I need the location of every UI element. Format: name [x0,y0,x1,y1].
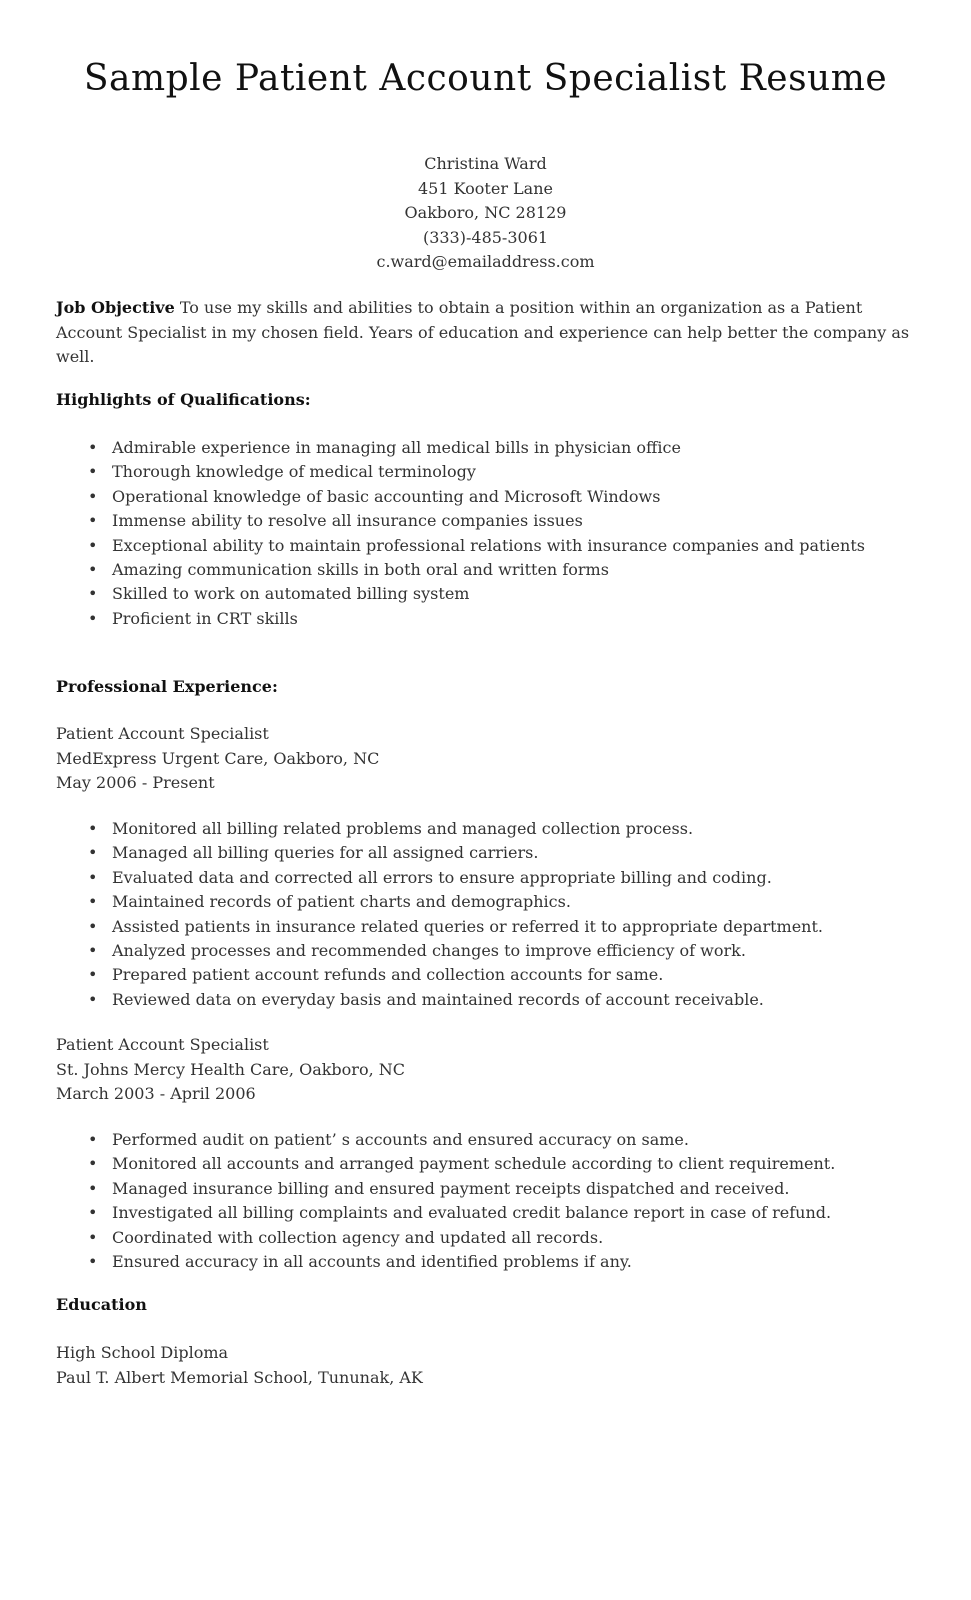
job-company: MedExpress Urgent Care, Oakboro, NC [56,748,380,768]
list-item: • Immense ability to resolve all insurance companies issues [56,509,916,533]
job-company: St. Johns Mercy Health Care, Oakboro, NC [56,1059,405,1079]
list-item: • Coordinated with collection agency and updated all records. [56,1226,916,1250]
education-block [56,1341,423,1390]
bullet-icon: • [88,1154,98,1174]
job-dates: March 2003 - April 2006 [56,1084,256,1104]
job-2-duties [56,1128,916,1274]
list-item: • Thorough knowledge of medical terminology [56,460,916,484]
list-item: • Amazing communication skills in both oral and written forms [56,558,916,582]
job-title: Patient Account Specialist [56,724,269,743]
bullet-icon: • [88,486,98,506]
job-dates: May 2006 - Present [56,773,215,793]
list-item: • Exceptional ability to maintain professional relations with insurance companies and patients [56,534,916,558]
education-school: Paul T. Albert Memorial School, Tununak, AK [56,1367,423,1387]
education-degree: High School Diploma [56,1343,229,1362]
list-item: • Evaluated data and corrected all errors to ensure appropriate billing and coding. [56,866,916,890]
bullet-icon: • [88,867,98,887]
bullet-icon: • [88,1130,98,1149]
contact-name: Christina Ward [424,154,547,173]
bullet-icon: • [88,892,98,912]
list-item: • Operational knowledge of basic accounting and Microsoft Windows [56,485,916,509]
list-item: • Analyzed processes and recommended changes to improve efficiency of work. [56,939,916,963]
job-title: Patient Account Specialist [56,1035,269,1054]
bullet-icon: • [88,1252,98,1272]
job-objective [56,296,916,370]
bullet-icon: • [88,560,98,580]
bullet-icon: • [88,1203,98,1223]
contact-phone: (333)-485-3061 [422,227,549,247]
education-heading: Education [56,1295,147,1314]
contact-email: c.ward@emailaddress.com [376,252,595,272]
contact-street: 451 Kooter Lane [418,178,553,198]
list-item: • Maintained records of patient charts and demographics. [56,890,916,914]
list-item: • Monitored all accounts and arranged payment schedule according to client requirement. [56,1152,916,1176]
job-objective-label: Job Objective [56,298,175,317]
bullet-icon: • [88,819,98,838]
bullet-icon: • [88,511,98,531]
bullet-icon: • [88,535,98,555]
bullet-icon: • [88,584,98,604]
bullet-icon: • [88,989,98,1009]
bullet-icon: • [88,916,98,936]
contact-block [0,152,971,275]
bullet-icon: • [88,438,98,457]
list-item: • Proficient in CRT skills [56,607,916,631]
bullet-icon: • [88,843,98,863]
job-2-header [56,1033,405,1107]
list-item: • Investigated all billing complaints and evaluated credit balance report in case of refund. [56,1201,916,1225]
job-1-header [56,722,379,796]
contact-city: Oakboro, NC 28129 [404,203,567,223]
resume-title: Sample Patient Account Specialist Resume [83,58,888,99]
job-1-duties [56,817,916,1012]
list-item: • Ensured accuracy in all accounts and identified problems if any. [56,1250,916,1274]
list-item: • Managed all billing queries for all assigned carriers. [56,841,916,865]
list-item: • Performed audit on patient’ s accounts and ensured accuracy on same. [56,1128,916,1152]
list-item: • Assisted patients in insurance related queries or referred it to appropriate department. [56,915,916,939]
bullet-icon: • [88,608,98,628]
list-item: • Skilled to work on automated billing system [56,582,916,606]
experience-heading: Professional Experience: [56,677,278,696]
bullet-icon: • [88,1227,98,1247]
highlights-heading: Highlights of Qualifications: [56,390,311,409]
job-objective-text: To use my skills and abilities to obtain a position within an organization as a Patient Account Specialist in my chosen field. Years of education and experience can help better the company as well. [56,298,910,367]
list-item: • Reviewed data on everyday basis and maintained records of account receivable. [56,988,916,1012]
bullet-icon: • [88,462,98,482]
list-item: • Prepared patient account refunds and collection accounts for same. [56,963,916,987]
list-item: • Monitored all billing related problems and managed collection process. [56,817,916,841]
list-item: • Admirable experience in managing all medical bills in physician office [56,436,916,460]
bullet-icon: • [88,941,98,961]
list-item: • Managed insurance billing and ensured payment receipts dispatched and received. [56,1177,916,1201]
bullet-icon: • [88,965,98,985]
highlights-list [56,436,916,631]
bullet-icon: • [88,1178,98,1198]
